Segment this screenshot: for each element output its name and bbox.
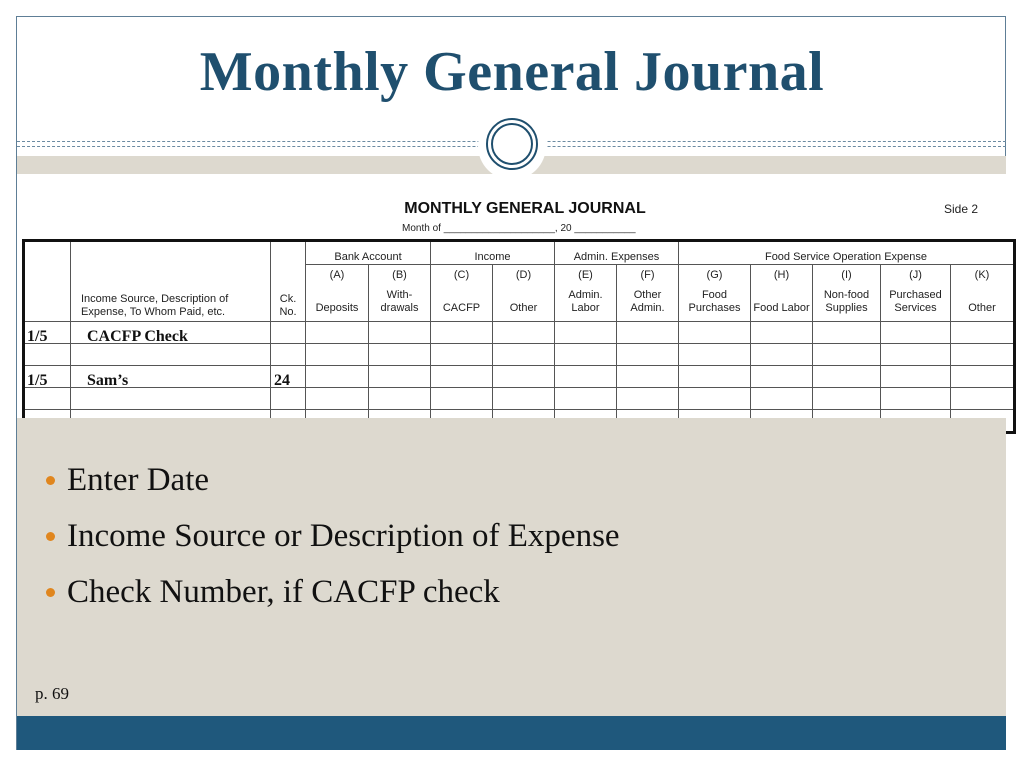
column-header-c: (C) CACFP <box>431 265 493 322</box>
row-date: 1/5 <box>24 322 71 344</box>
column-header-a: (A) Deposits <box>306 265 369 322</box>
form-side-label: Side 2 <box>944 202 979 216</box>
form-title: MONTHLY GENERAL JOURNAL <box>404 200 646 217</box>
table-row <box>24 344 1015 366</box>
column-header-k: (K) Other <box>951 265 1015 322</box>
circle-ornament-inner-icon <box>491 123 533 165</box>
row-description <box>71 344 271 366</box>
bullet-item: Income Source or Description of Expense <box>46 508 620 564</box>
column-header-g: (G) Food Purchases <box>679 265 751 322</box>
table-row <box>24 322 1015 344</box>
row-date <box>24 344 71 366</box>
row-check-number <box>271 388 306 410</box>
row-date <box>24 388 71 410</box>
group-income: Income <box>431 241 555 265</box>
column-header-e: (E) Admin. Labor <box>555 265 617 322</box>
bullet-item: Check Number, if CACFP check <box>46 564 620 620</box>
row-description: CACFP Check <box>71 322 271 344</box>
column-header-h: (H) Food Labor <box>751 265 813 322</box>
check-number-header: Ck. No. <box>271 241 306 322</box>
table-row <box>24 366 1015 388</box>
bullet-dot-icon <box>46 588 55 597</box>
row-check-number <box>271 344 306 366</box>
column-header-j: (J) Purchased Services <box>881 265 951 322</box>
row-check-number: 24 <box>271 366 306 388</box>
column-header-i: (I) Non-food Supplies <box>813 265 881 322</box>
bullet-item: Enter Date <box>46 452 620 508</box>
column-header-d: (D) Other <box>493 265 555 322</box>
footer-bar <box>17 716 1006 750</box>
table-row <box>24 388 1015 410</box>
group-food-service: Food Service Operation Expense <box>679 241 1015 265</box>
group-admin-expenses: Admin. Expenses <box>555 241 679 265</box>
page-reference: p. 69 <box>35 684 69 703</box>
row-description <box>71 388 271 410</box>
description-header: Income Source, Description of Expense, To Whom Paid, etc. <box>71 241 271 322</box>
journal-table <box>22 239 1016 434</box>
form-month-line: Month of ____________________, 20 ___________ <box>402 223 636 234</box>
bullet-dot-icon <box>46 532 55 541</box>
row-description: Sam’s <box>71 366 271 388</box>
column-header-f: (F) Other Admin. <box>617 265 679 322</box>
column-header-b: (B) With- drawals <box>369 265 431 322</box>
bullet-list <box>46 452 620 620</box>
row-date: 1/5 <box>24 366 71 388</box>
date-header-cell <box>24 241 71 322</box>
slide-title: Monthly General Journal <box>199 41 825 103</box>
bullet-dot-icon <box>46 476 55 485</box>
group-bank-account: Bank Account <box>306 241 431 265</box>
row-check-number <box>271 322 306 344</box>
